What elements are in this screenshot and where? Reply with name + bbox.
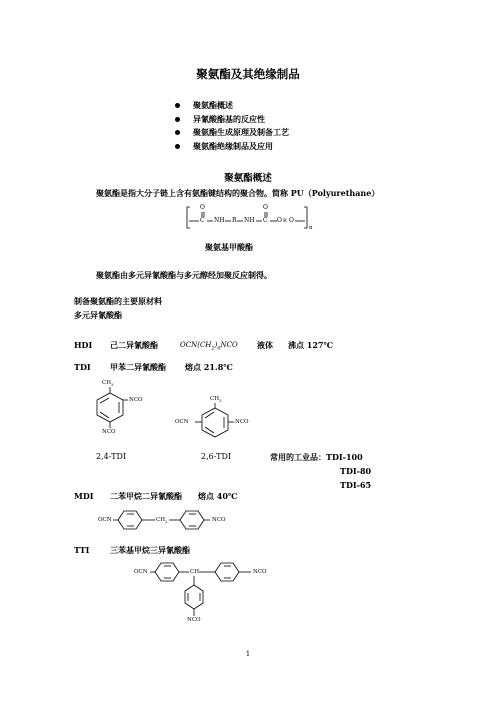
tdi-24-ring	[85, 376, 155, 444]
methine-label: CH	[190, 569, 200, 575]
toc-item-label: 聚氨酯概述	[193, 100, 233, 110]
toc-item-label: 异氰酸酯基的反应性	[193, 113, 265, 124]
carbon-label: C	[263, 217, 268, 224]
hdi-boiling-point: 沸点 127℃	[288, 340, 334, 350]
toc-item-label: 聚氨酯绝缘制品及应用	[193, 140, 273, 151]
tdi-grade: TDI-80	[340, 466, 372, 476]
bullet-icon	[175, 144, 180, 149]
nco-label: NCO	[212, 517, 226, 523]
nco-label: NCO	[187, 617, 201, 623]
mdi-name: 二苯甲烷二异氰酸酯	[110, 491, 182, 501]
carbon-label: C	[200, 217, 205, 224]
tdi-abbr: TDI	[74, 362, 91, 372]
tdi-grade: TDI-65	[340, 480, 372, 490]
toc-item-label: 聚氨酯生成原理及制备工艺	[193, 127, 289, 137]
hdi-abbr: HDI	[74, 340, 93, 350]
tti-structure	[130, 558, 290, 630]
toc-item	[175, 113, 289, 127]
r-label: R	[232, 217, 237, 224]
nco-label: NCO	[235, 419, 249, 425]
mdi-abbr: MDI	[74, 491, 94, 501]
toc-item	[175, 126, 289, 140]
table-of-contents	[175, 99, 289, 153]
oxygen-label: O	[200, 204, 205, 211]
hdi-name: 己二异氰酸酯	[110, 340, 158, 350]
tdi-26-structure	[175, 395, 255, 443]
paragraph: 聚氨酯由多元异氰酸酯与多元醇经加聚反应制得。	[96, 270, 272, 280]
tdi-24-label: 2,4-TDI	[96, 452, 127, 461]
r-label: R	[283, 218, 287, 224]
ocn-label: OCN	[175, 419, 189, 425]
oxygen-label: O	[277, 217, 282, 224]
tdi-industrial-label: 常用的工业品：TDI-100	[270, 452, 363, 462]
polyurethane-structure	[185, 204, 315, 234]
methyl-label: $CH_3$	[102, 380, 114, 388]
tdi-name: 甲苯二异氰酸酯	[110, 362, 166, 372]
nco-label: NCO	[102, 429, 116, 435]
nco-label: NCO	[129, 397, 143, 403]
tdi-26-label: 2,6-TDI	[201, 452, 232, 461]
bullet-icon	[175, 130, 180, 135]
page-title: 聚氨酯及其绝缘制品	[196, 67, 300, 81]
ocn-label: OCN	[98, 517, 112, 523]
nh-label: NH	[244, 217, 255, 224]
toc-item	[175, 99, 289, 113]
bullet-icon	[175, 103, 180, 108]
nco-label: NCO	[253, 569, 267, 575]
hdi-formula: $OCN(CH_2)_6NCO$	[180, 341, 238, 352]
oxygen-label: O	[263, 204, 268, 211]
mdi-structure	[98, 505, 238, 535]
oxygen-label: O	[289, 217, 294, 224]
hdi-state: 液体	[257, 340, 273, 350]
materials-heading: 制备聚氨酯的主要原材料	[74, 296, 162, 306]
methyl-label: $CH_3$	[210, 396, 222, 404]
ocn-label: OCN	[134, 569, 148, 575]
tti-abbr: TTI	[74, 545, 90, 555]
isocyanates-heading: 多元异氰酸酯	[74, 310, 122, 320]
tdi-melting-point: 熔点 21.8℃	[185, 362, 233, 372]
tti-name: 三苯基甲烷三异氰酸酯	[110, 545, 190, 555]
tdi-24-structure	[85, 376, 155, 444]
methylene-label: $CH_2$	[156, 517, 168, 525]
page-number: 1	[245, 650, 251, 658]
structure-caption: 聚氨基甲酸酯	[205, 242, 253, 252]
mdi-melting-point: 熔点 40℃	[198, 491, 238, 501]
repeat-n-label: n	[309, 225, 313, 231]
intro-paragraph: 聚氨酯是指大分子链上含有氨酯键结构的聚合物。简称 PU（Polyurethane）	[96, 188, 380, 198]
nh-label: NH	[214, 217, 225, 224]
section-heading: 聚氨酯概述	[224, 173, 272, 184]
bullet-icon	[175, 117, 180, 122]
toc-item	[175, 140, 289, 154]
